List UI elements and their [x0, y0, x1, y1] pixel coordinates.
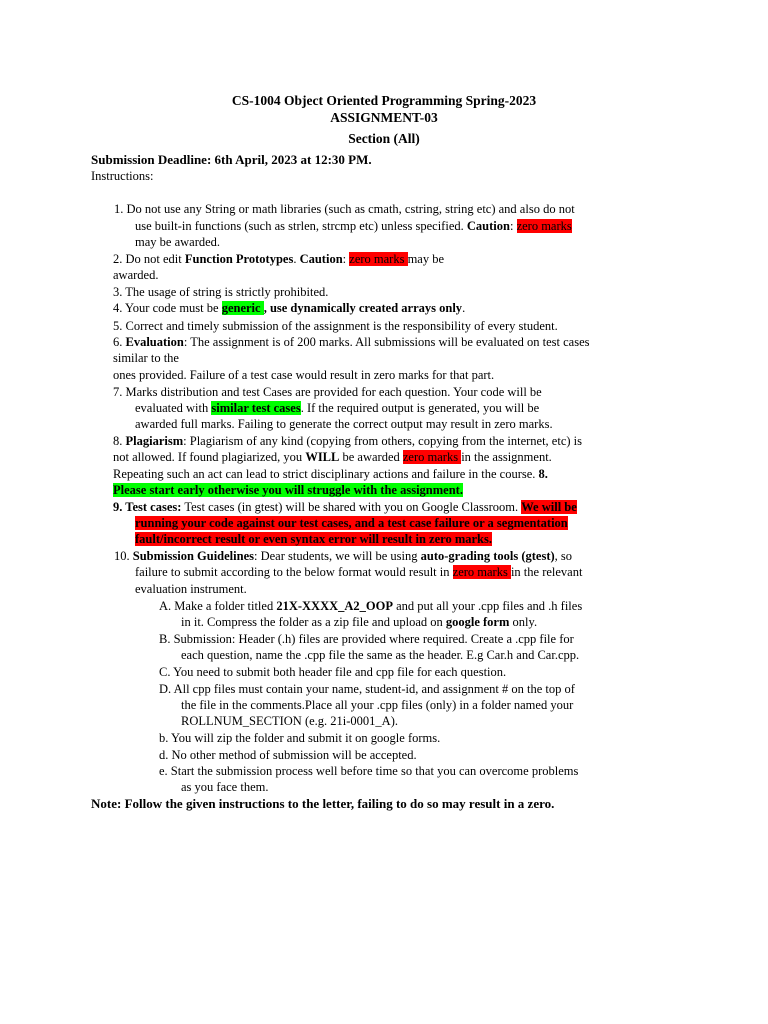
sub-item-e-line-1: e. Start the submission process well before time so that you can overcome problems	[159, 764, 579, 778]
sub-item-D-line-1: D. All cpp files must contain your name, student-id, and assignment # on the top of	[159, 682, 575, 696]
item-2-line-2: awarded.	[113, 268, 159, 282]
final-note: Note: Follow the given instructions to the letter, failing to do so may result in a zero.	[91, 796, 555, 811]
item-2-line-1: 2. Do not edit Function Prototypes. Caution: zero marks may be	[113, 252, 445, 266]
item-8-line-2: not allowed. If found plagiarized, you WILL be awarded zero marks in the assignment.	[113, 450, 552, 464]
assignment-title: ASSIGNMENT-03	[330, 110, 438, 125]
zero-marks-highlight: zero marks	[452, 565, 511, 579]
zero-marks-highlight: zero marks	[349, 252, 408, 266]
item-8-line-3: Repeating such an act can lead to strict disciplinary actions and failure in the course. 8.	[113, 467, 548, 481]
test-failure-highlight: running your code against our test cases, and a test case failure or a segmentation	[135, 516, 568, 530]
item-10-line-1: 10. Submission Guidelines: Dear students, we will be using auto-grading tools (gtest), so	[114, 549, 573, 563]
sub-item-e-line-2: as you face them.	[181, 780, 269, 794]
item-10-line-2: failure to submit according to the below format would result in zero marks in the relevant	[135, 565, 583, 579]
item-7-line-1: 7. Marks distribution and test Cases are provided for each question. Your code will be	[113, 385, 542, 399]
zero-marks-highlight: zero marks	[402, 450, 462, 464]
item-4: 4. Your code must be generic , use dynamically created arrays only.	[113, 301, 466, 315]
item-7-line-3: awarded full marks. Failing to generate the correct output may result in zero marks.	[135, 417, 553, 431]
item-9-line-3	[135, 531, 492, 547]
similar-test-cases-highlight: similar test cases	[211, 401, 301, 415]
item-1-line-3: may be awarded.	[135, 235, 221, 249]
item-9-line-1: 9. Test cases: Test cases (in gtest) will be shared with you on Google Classroom. We will be	[113, 500, 577, 514]
item-6-line-3: ones provided. Failure of a test case would result in zero marks for that part.	[113, 368, 495, 382]
item-10-line-3: evaluation instrument.	[135, 582, 247, 596]
item-1-line-2: use built-in functions (such as strlen, strcmp etc) unless specified. Caution: zero marks	[135, 219, 572, 233]
sub-item-B-line-2: each question, name the .cpp file the same as the header. E.g Car.h and Car.cpp.	[181, 648, 580, 662]
sub-item-D-line-3: ROLLNUM_SECTION (e.g. 21i-0001_A).	[181, 714, 398, 728]
course-title: CS-1004 Object Oriented Programming Spring-2023	[231, 93, 537, 108]
item-8-line-1: 8. Plagiarism: Plagiarism of any kind (copying from others, copying from the internet, etc) is	[113, 434, 583, 448]
section-title: Section (All)	[348, 131, 420, 146]
sub-item-B-line-1: B. Submission: Header (.h) files are provided where required. Create a .cpp file for	[159, 632, 574, 646]
item-3: 3. The usage of string is strictly prohibited.	[113, 285, 329, 299]
sub-item-A-line-2: in it. Compress the folder as a zip file and upload on google form only.	[181, 615, 538, 629]
sub-item-A-line-1: A. Make a folder titled 21X-XXXX_A2_OOP and put all your .cpp files and .h files	[159, 599, 583, 613]
test-failure-highlight: fault/incorrect result or even syntax error will result in zero marks.	[135, 532, 493, 546]
sub-item-d: d. No other method of submission will be accepted.	[159, 748, 417, 762]
sub-item-C: C. You need to submit both header file and cpp file for each question.	[159, 665, 507, 679]
sub-item-D-line-2: the file in the comments.Place all your .cpp files (only) in a folder named your	[181, 698, 574, 712]
zero-marks-highlight: zero marks	[516, 219, 572, 233]
test-failure-highlight: We will be	[521, 500, 577, 514]
generic-highlight: generic	[221, 301, 264, 315]
item-1-line-1: 1. Do not use any String or math libraries (such as cmath, cstring, string etc) and also do not	[114, 202, 575, 216]
start-early-highlight: Please start early otherwise you will struggle with the assignment.	[113, 483, 463, 497]
instructions-label: Instructions:	[91, 169, 154, 183]
item-6-line-1: 6. Evaluation: The assignment is of 200 marks. All submissions will be evaluated on test cases	[113, 335, 590, 349]
item-5: 5. Correct and timely submission of the assignment is the responsibility of every student.	[113, 319, 558, 333]
submission-deadline: Submission Deadline: 6th April, 2023 at 12:30 PM.	[91, 152, 372, 167]
sub-item-b: b. You will zip the folder and submit it on google forms.	[159, 731, 441, 745]
item-7-line-2: evaluated with similar test cases. If the required output is generated, you will be	[135, 401, 540, 415]
item-8-line-4	[113, 482, 463, 498]
item-9-line-2	[135, 515, 568, 531]
item-6-line-2: similar to the	[113, 351, 179, 365]
